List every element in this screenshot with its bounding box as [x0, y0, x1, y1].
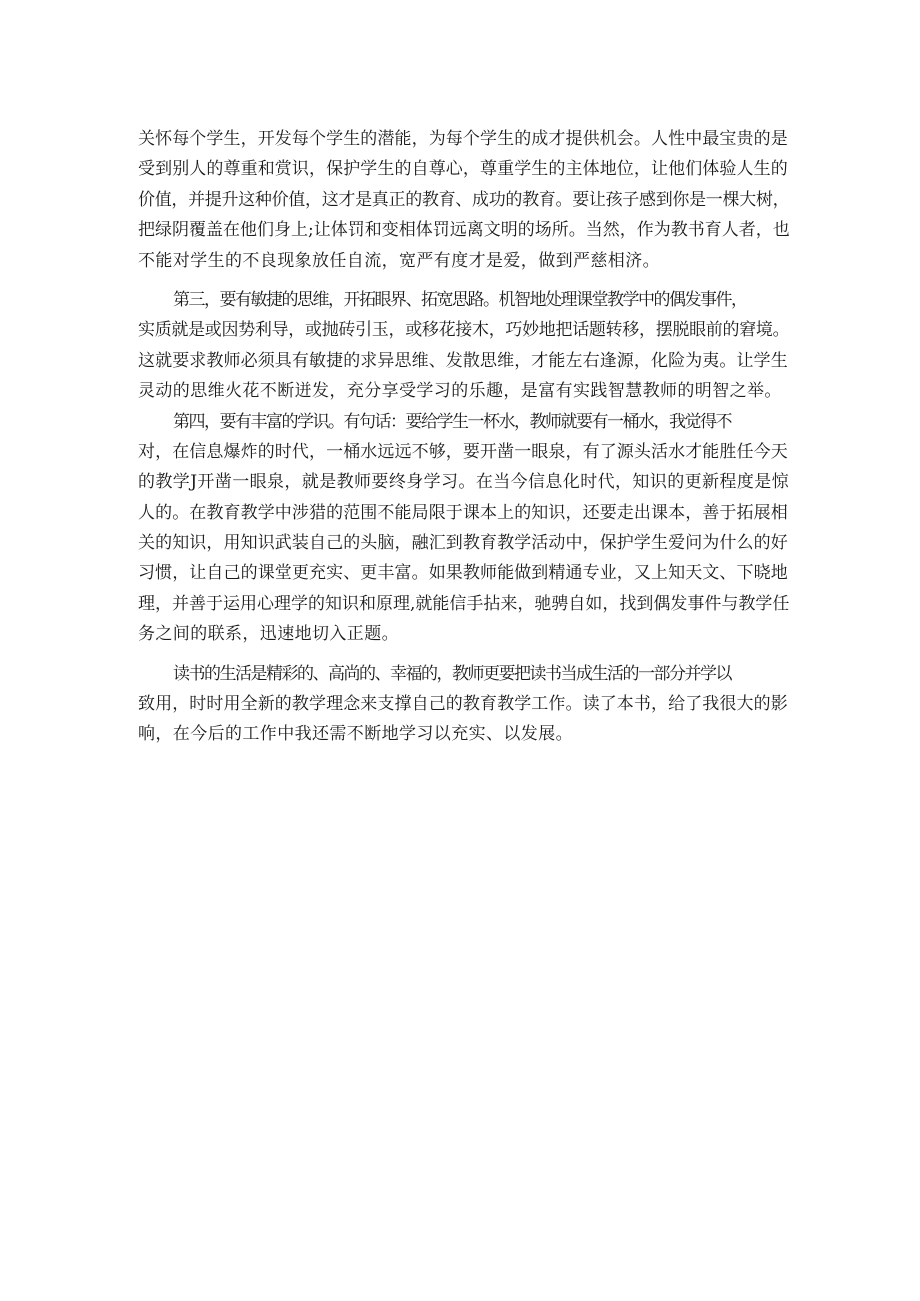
- text-line: 这就要求教师必须具有敏捷的求异思维、发散思维，才能左右逢源，化险为夷。让学生: [138, 350, 788, 371]
- text-line: 习惯，让自己的课堂更充实、更丰富。如果教师能做到精通专业，又上知天文、下晓地: [138, 563, 788, 584]
- text-line: 关的知识，用知识武装自己的头脑，融汇到教育教学活动中，保护学生爱问为什么的好: [138, 533, 788, 554]
- text-line: 关怀每个学生，开发每个学生的潜能，为每个学生的成才提供机会。人性中最宝贵的是: [138, 129, 788, 149]
- text-line: 读书的生活是精彩的、高尚的、幸福的，教师更要把读书当成生活的一部分并学以: [173, 663, 731, 684]
- document-body: [138, 124, 790, 750]
- text-line: 致用，时时用全新的教学理念来支撑自己的教育教学工作。读了本书，给了我很大的影: [138, 694, 788, 715]
- text-line: 第三，要有敏捷的思维，开拓眼界、拓宽思路。机智地处理课堂教学中的偶发事件，: [173, 289, 747, 310]
- text-line: 灵动的思维火花不断迸发，充分享受学习的乐趣，是富有实践智慧教师的明智之举。: [138, 381, 782, 402]
- text-line: 不能对学生的不良现象放任自流，宽严有度才是爱，做到严慈相济。: [138, 250, 660, 271]
- text-line: 理，并善于运用心理学的知识和原理,就能信手拈来，驰骋自如，找到偶发事件与教学任: [138, 593, 790, 614]
- text-line: 对，在信息爆炸的时代，一桶水远远不够，要开凿一眼泉，有了源头活水才能胜任今天: [138, 441, 788, 462]
- paragraph-rich-knowledge: [138, 407, 790, 650]
- paragraph-agile-thinking: [138, 285, 790, 407]
- text-line: 受到别人的尊重和赏识，保护学生的自尊心，尊重学生的主体地位，让他们体验人生的: [138, 159, 788, 180]
- text-line: 响，在今后的工作中我还需不断地学习以充实、以发展。: [138, 724, 573, 745]
- text-line: 务之间的联系，迅速地切入正题。: [138, 624, 399, 645]
- text-line: 人的。在教育教学中涉猎的范围不能局限于课本上的知识，还要走出课本，善于拓展相: [138, 502, 788, 523]
- text-line: 价值，并提升这种价值，这才是真正的教育、成功的教育。要让孩子感到你是一棵大树，: [138, 189, 790, 210]
- text-line: 实质就是或因势利导，或抛砖引玉，或移花接木，巧妙地把话题转移，摆脱眼前的窘境。: [138, 320, 790, 341]
- text-line: 的教学J开凿一眼泉，就是教师要终身学习。在当今信息化时代，知识的更新程度是惊: [138, 472, 790, 493]
- paragraph-reading-life: [138, 659, 790, 750]
- text-line: 第四，要有丰富的学识。有句话：要给学生一杯水，教师就要有一桶水，我觉得不: [173, 411, 731, 432]
- text-line: 把绿阴覆盖在他们身上;让体罚和变相体罚远离文明的场所。当然，作为教书育人者，也: [138, 220, 790, 241]
- paragraph-care-for-students: [138, 124, 790, 276]
